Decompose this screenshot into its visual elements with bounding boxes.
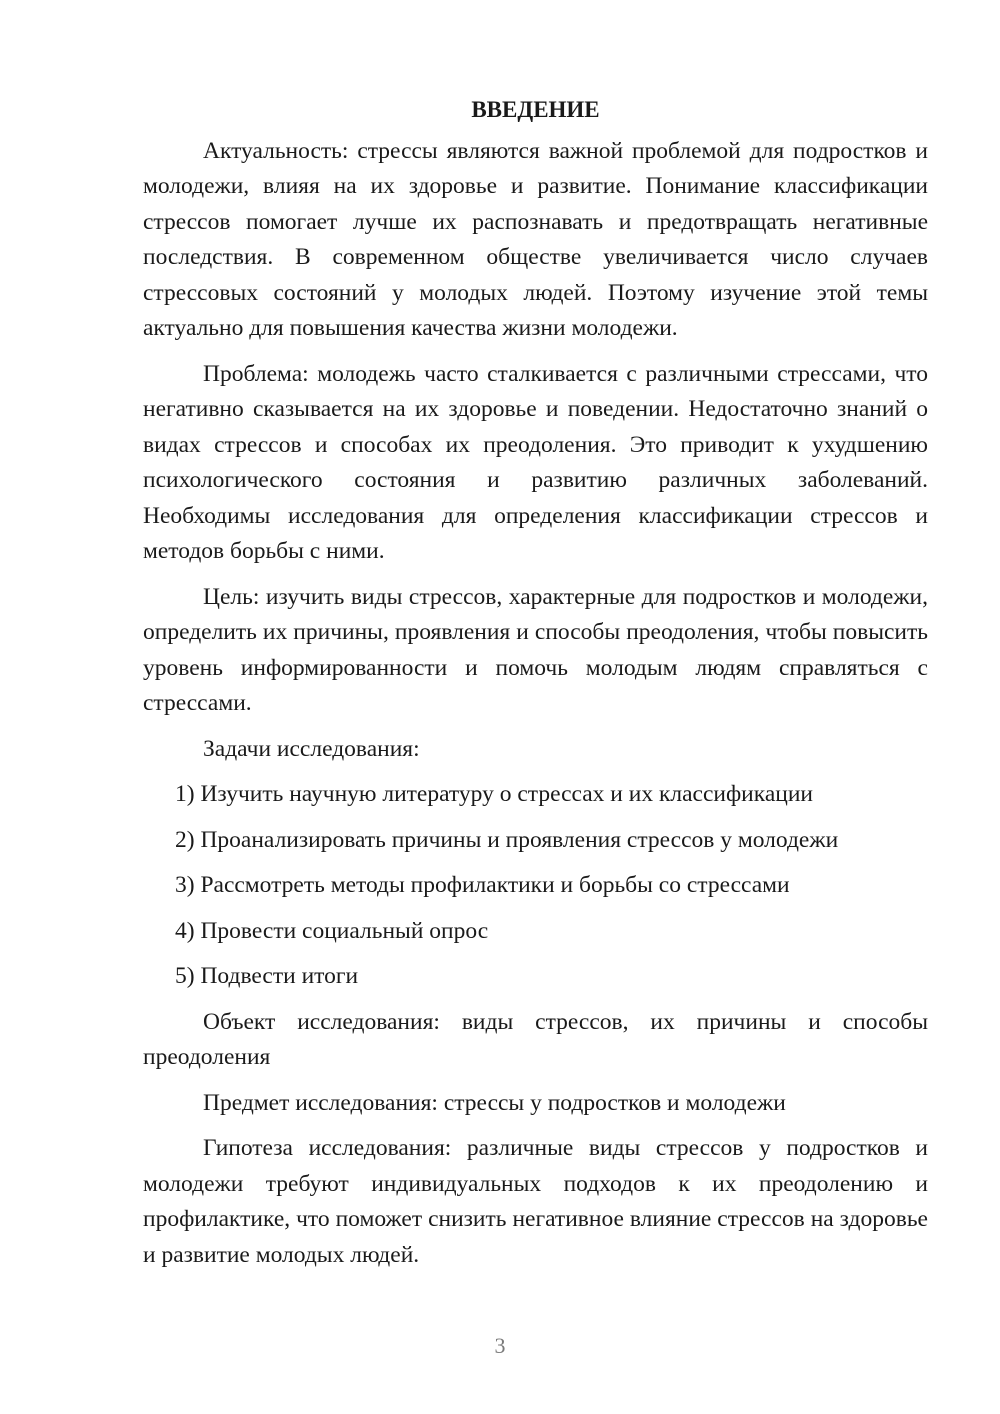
list-item: 3) Рассмотреть методы профилактики и борьбы со стрессами — [175, 872, 790, 898]
hypothesis-paragraph: Гипотеза исследования: различные виды стрессов у подростков и молодежи требуют индивидуальных подходов к их преодолению и профилактике, что поможет снизить негативное влияние стрессов на здоровье и развитие молодых людей. — [143, 1135, 928, 1268]
section-title: ВВЕДЕНИЕ — [471, 97, 600, 122]
problem-paragraph: Проблема: молодежь часто сталкивается с различными стрессами, что негативно сказывается на их здоровье и поведении. Недостаточно знаний о видах стрессов и способах их преодоления. Это приводит к ухудшению психологического состояния и развитию различных заболеваний. Необходимы исследования для определения классификации стрессов и методов борьбы с ними. — [143, 360, 928, 564]
relevance-paragraph: Актуальность: стрессы являются важной проблемой для подростков и молодежи, влияя на их здоровье и развитие. Понимание классификации стрессов помогает лучше их распознавать и предотвращать негативные последствия. В современном обществе увеличивается число случаев стрессовых состояний у молодых людей. Поэтому изучение этой темы актуально для повышения качества жизни молодежи. — [143, 137, 928, 341]
object-paragraph: Объект исследования: виды стрессов, их причины и способы преодоления — [143, 1008, 928, 1070]
list-item: 4) Провести социальный опрос — [175, 917, 489, 944]
tasks-heading: Задачи исследования: — [203, 735, 420, 762]
list-item: 5) Подвести итоги — [175, 963, 359, 989]
page-number: 3 — [494, 1333, 506, 1358]
tasks-list — [143, 777, 928, 995]
document-page — [143, 90, 928, 1283]
subject-paragraph: Предмет исследования: стрессы у подростков и молодежи — [203, 1089, 786, 1116]
list-item: 1) Изучить научную литературу о стрессах и их классификации — [175, 781, 813, 807]
list-item: 2) Проанализировать причины и проявления стрессов у молодежи — [175, 826, 839, 853]
goal-paragraph: Цель: изучить виды стрессов, характерные для подростков и молодежи, определить их причины, проявления и способы преодоления, чтобы повысить уровень информированности и помочь молодым людям справляться с стрессами. — [143, 583, 928, 716]
